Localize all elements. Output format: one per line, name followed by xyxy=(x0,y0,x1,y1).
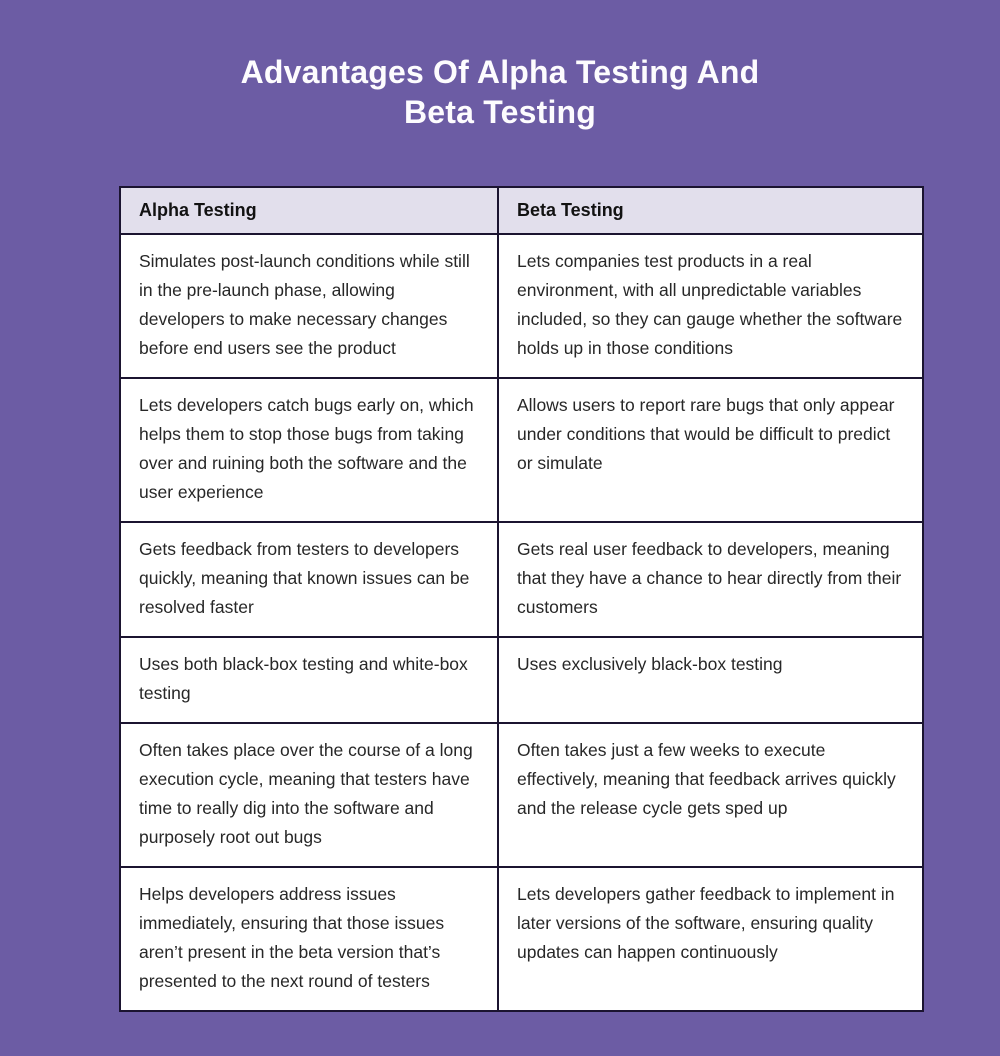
page-title-line-1: Advantages Of Alpha Testing And xyxy=(240,54,760,90)
beta-cell-row-5: Often takes just a few weeks to execute effectively, meaning that feedback arrives quickly and the release cycle gets sped up xyxy=(498,723,923,867)
beta-cell-row-6: Lets developers gather feedback to implement in later versions of the software, ensuring quality updates can happen continuously xyxy=(498,867,923,1011)
table-row xyxy=(120,522,923,637)
beta-cell-row-2: Allows users to report rare bugs that only appear under conditions that would be difficult to predict or simulate xyxy=(498,378,923,522)
page-title xyxy=(0,0,1000,132)
page-title-line-2: Beta Testing xyxy=(403,94,597,130)
comparison-table xyxy=(119,186,924,1012)
beta-cell-row-4: Uses exclusively black-box testing xyxy=(498,637,923,723)
table-row xyxy=(120,637,923,723)
table-row xyxy=(120,867,923,1011)
table-row xyxy=(120,378,923,522)
alpha-cell-row-1: Simulates post-launch conditions while still in the pre-launch phase, allowing developers to make necessary changes before end users see the product xyxy=(120,234,498,378)
alpha-cell-row-2: Lets developers catch bugs early on, which helps them to stop those bugs from taking over and ruining both the software and the user experience xyxy=(120,378,498,522)
alpha-cell-row-3: Gets feedback from testers to developers quickly, meaning that known issues can be resolved faster xyxy=(120,522,498,637)
alpha-cell-row-6: Helps developers address issues immediately, ensuring that those issues aren’t present in the beta version that’s presented to the next round of testers xyxy=(120,867,498,1011)
table-row xyxy=(120,723,923,867)
column-header-alpha-testing: Alpha Testing xyxy=(120,187,498,234)
beta-cell-row-3: Gets real user feedback to developers, meaning that they have a chance to hear directly from their customers xyxy=(498,522,923,637)
table-header-row xyxy=(120,187,923,234)
column-header-beta-testing: Beta Testing xyxy=(498,187,923,234)
beta-cell-row-1: Lets companies test products in a real environment, with all unpredictable variables included, so they can gauge whether the software holds up in those conditions xyxy=(498,234,923,378)
alpha-cell-row-4: Uses both black-box testing and white-box testing xyxy=(120,637,498,723)
table-row xyxy=(120,234,923,378)
alpha-cell-row-5: Often takes place over the course of a long execution cycle, meaning that testers have time to really dig into the software and purposely root out bugs xyxy=(120,723,498,867)
